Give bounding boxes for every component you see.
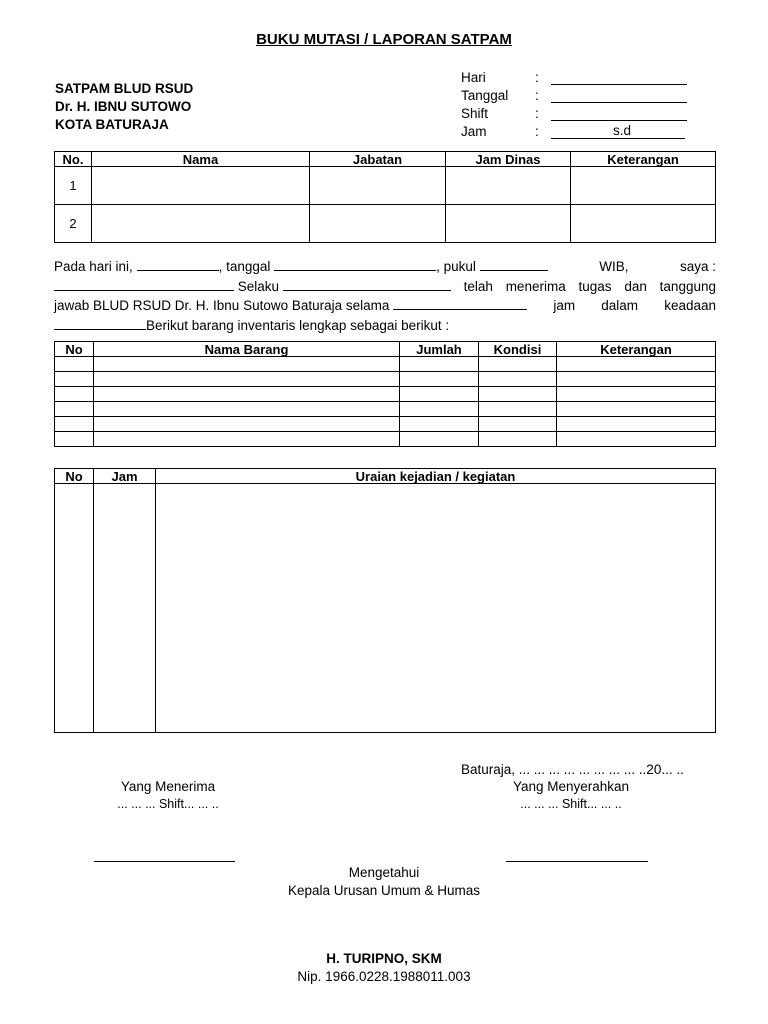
row-number: 2 xyxy=(55,205,92,243)
org-line-1: SATPAM BLUD RSUD xyxy=(55,81,194,96)
table-row[interactable] xyxy=(55,372,716,387)
receiver-shift: ... ... ... Shift... ... .. xyxy=(117,797,219,811)
col-no: No. xyxy=(55,152,92,167)
para-text: jawab BLUD RSUD Dr. H. Ibnu Sutowo Baturaja selama xyxy=(54,298,390,313)
cell-jam-dinas[interactable] xyxy=(446,205,571,243)
colon: : xyxy=(535,88,539,103)
table-row[interactable] xyxy=(55,357,716,372)
acknowledged-label: Mengetahui xyxy=(348,865,420,880)
para-text: tugas xyxy=(578,278,612,294)
pukul-fill-blank[interactable] xyxy=(480,258,548,271)
events-header-row xyxy=(55,469,716,484)
para-text: dalam xyxy=(601,298,639,313)
para-text: saya : xyxy=(679,259,716,274)
meta-fields xyxy=(461,67,687,139)
meta-tanggal-row xyxy=(461,85,687,103)
col-no: No xyxy=(55,342,94,357)
col-uraian: Uraian kejadian / kegiatan xyxy=(156,469,716,484)
cell-keterangan[interactable] xyxy=(571,205,716,243)
name-fill-blank[interactable] xyxy=(54,278,234,291)
official-name: H. TURIPNO, SKM xyxy=(326,951,442,966)
paragraph-line-3 xyxy=(54,296,716,316)
para-text: dan xyxy=(624,278,647,294)
table-row[interactable] xyxy=(55,432,716,447)
receiver-signature-line[interactable] xyxy=(94,861,235,862)
cell-nama[interactable] xyxy=(92,205,310,243)
personnel-table xyxy=(54,151,716,243)
giver-label: Yang Menyerahkan xyxy=(512,779,630,794)
hari-blank[interactable] xyxy=(551,71,687,85)
cell-nama[interactable] xyxy=(92,167,310,205)
paragraph-line-1 xyxy=(54,257,716,277)
table-row xyxy=(55,205,716,243)
organization-block xyxy=(55,80,193,134)
giver-shift: ... ... ... Shift... ... .. xyxy=(520,797,622,811)
col-jumlah: Jumlah xyxy=(400,342,479,357)
jam-start-blank[interactable] xyxy=(551,125,613,139)
para-text: Pada hari ini, xyxy=(54,259,133,274)
col-jam-dinas: Jam Dinas xyxy=(446,152,571,167)
colon: : xyxy=(535,124,539,139)
cell-jam-dinas[interactable] xyxy=(446,167,571,205)
para-text: , pukul xyxy=(436,259,476,274)
cell-uraian[interactable] xyxy=(156,484,716,733)
col-no: No xyxy=(55,469,94,484)
condition-fill-blank[interactable] xyxy=(54,317,146,330)
hari-label: Hari xyxy=(461,70,486,85)
table-row[interactable] xyxy=(55,417,716,432)
row-number: 1 xyxy=(55,167,92,205)
table-row[interactable] xyxy=(55,387,716,402)
document-title: BUKU MUTASI / LAPORAN SATPAM xyxy=(256,31,512,48)
para-text: , tanggal xyxy=(218,259,271,274)
cell-keterangan[interactable] xyxy=(571,167,716,205)
col-nama: Nama xyxy=(92,152,310,167)
place-date: Baturaja, ... ... ... ... ... ... ... ... ..20... .. xyxy=(461,762,684,777)
cell-jam[interactable] xyxy=(94,484,156,733)
personnel-header-row xyxy=(55,152,716,167)
org-line-3: KOTA BATURAJA xyxy=(55,117,169,132)
col-kondisi: Kondisi xyxy=(479,342,557,357)
para-text: Berikut barang inventaris lengkap sebagai berikut : xyxy=(146,317,450,333)
tanggal-label: Tanggal xyxy=(461,88,509,103)
jam-end-blank[interactable] xyxy=(631,125,685,139)
official-position: Kepala Urusan Umum & Humas xyxy=(287,883,481,898)
tanggal-blank[interactable] xyxy=(551,89,687,103)
meta-jam-row xyxy=(461,121,687,139)
official-nip: Nip. 1966.0228.1988011.003 xyxy=(297,969,471,984)
col-jam: Jam xyxy=(94,469,156,484)
meta-hari-row xyxy=(461,67,687,85)
shift-label: Shift xyxy=(461,106,489,121)
jam-label: Jam xyxy=(461,124,487,139)
receiver-label: Yang Menerima xyxy=(120,779,216,794)
colon: : xyxy=(535,106,539,121)
hari-fill-blank[interactable] xyxy=(137,258,219,271)
col-keterangan: Keterangan xyxy=(571,152,716,167)
col-jabatan: Jabatan xyxy=(310,152,446,167)
org-line-2: Dr. H. IBNU SUTOWO xyxy=(55,99,192,114)
para-text: WIB, xyxy=(599,259,629,274)
handover-paragraph xyxy=(54,257,716,335)
events-table xyxy=(54,468,716,733)
meta-shift-row xyxy=(461,103,687,121)
shift-blank[interactable] xyxy=(551,107,687,121)
para-text: tanggung xyxy=(659,278,716,294)
para-text: keadaan xyxy=(664,298,716,313)
para-text: Selaku xyxy=(237,278,280,294)
sd-label: s.d xyxy=(613,123,632,138)
col-keterangan: Keterangan xyxy=(557,342,716,357)
paragraph-line-4 xyxy=(54,316,716,336)
table-row[interactable] xyxy=(55,402,716,417)
para-text: jam xyxy=(553,298,576,313)
tanggal-fill-blank[interactable] xyxy=(274,258,436,271)
paragraph-line-2 xyxy=(54,277,716,297)
duration-fill-blank[interactable] xyxy=(393,297,527,310)
col-nama-barang: Nama Barang xyxy=(94,342,400,357)
colon: : xyxy=(535,70,539,85)
giver-signature-line[interactable] xyxy=(506,861,648,862)
cell-jabatan[interactable] xyxy=(310,205,446,243)
inventory-table xyxy=(54,341,716,447)
table-row[interactable] xyxy=(55,484,716,733)
para-text: telah xyxy=(463,278,493,294)
cell-jabatan[interactable] xyxy=(310,167,446,205)
para-text: menerima xyxy=(505,278,566,294)
role-fill-blank[interactable] xyxy=(283,278,451,291)
cell-no[interactable] xyxy=(55,484,94,733)
inventory-header-row xyxy=(55,342,716,357)
table-row xyxy=(55,167,716,205)
